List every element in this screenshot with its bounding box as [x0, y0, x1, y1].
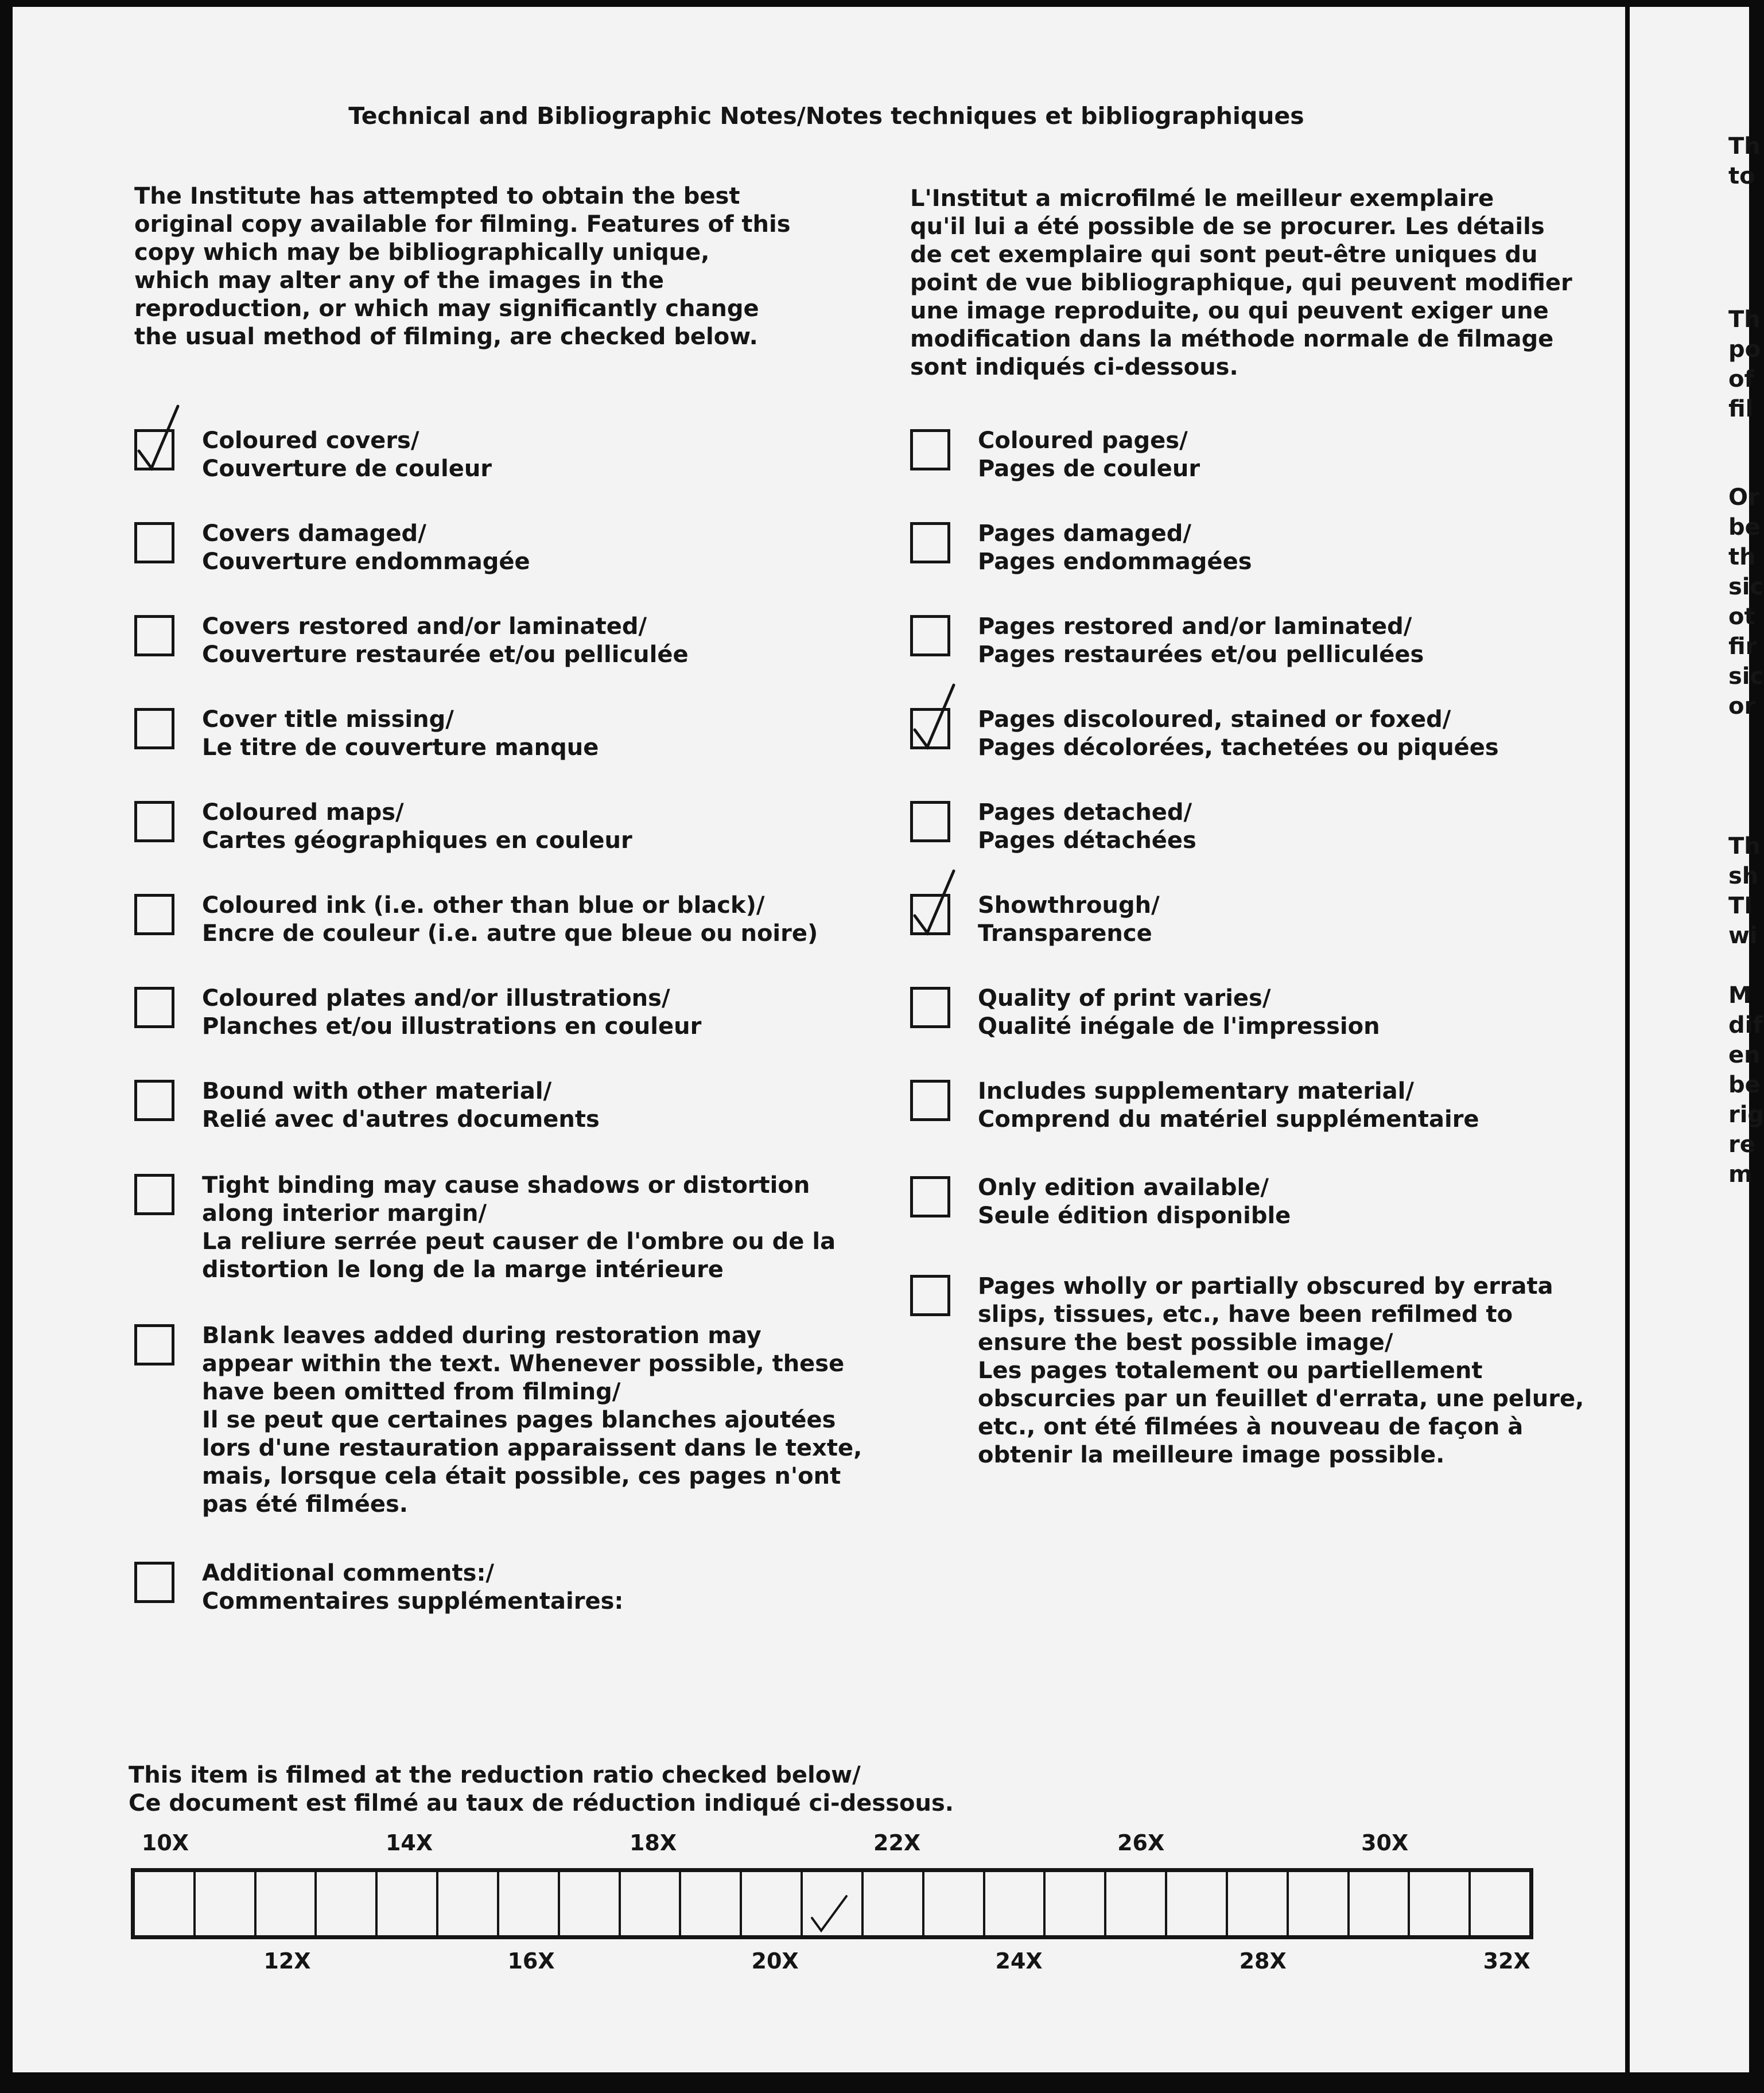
intro-line: une image reproduite, ou qui peuvent exiger une: [910, 298, 1549, 324]
label-line: Seule édition disponible: [978, 1203, 1291, 1229]
checkbox-label: [202, 706, 599, 762]
adjacent-page: [1630, 7, 1764, 2072]
ratio-label-top: 30X: [1361, 1830, 1409, 1855]
ratio-cell[interactable]: [1350, 1872, 1411, 1935]
checkbox-label: [978, 1077, 1479, 1134]
checkbox-label: [202, 799, 632, 855]
ratio-cell[interactable]: [864, 1872, 924, 1935]
adjacent-page-fragment: po: [1728, 336, 1761, 363]
checkbox-label: [978, 706, 1499, 762]
adjacent-page-fragment: dif: [1728, 1012, 1763, 1038]
adjacent-page-fragment: Th: [1728, 833, 1761, 859]
ratio-cell[interactable]: [1228, 1872, 1289, 1935]
label-line: Il se peut que certaines pages blanches ajoutées: [202, 1407, 836, 1433]
ratio-cell[interactable]: [1289, 1872, 1350, 1935]
checkbox-label: [202, 613, 689, 669]
ratio-cell[interactable]: [803, 1872, 864, 1935]
checkbox[interactable]: [134, 1080, 174, 1121]
label-line: Qualité inégale de l'impression: [978, 1013, 1380, 1040]
adjacent-page-fragment: Or: [1728, 484, 1759, 511]
adjacent-page-fragment: of: [1728, 366, 1754, 392]
checkbox[interactable]: [910, 522, 950, 563]
ratio-cell[interactable]: [378, 1872, 438, 1935]
checkbox[interactable]: [910, 987, 950, 1028]
adjacent-page-fragment: sic: [1728, 574, 1764, 600]
label-line: Pages discoloured, stained or foxed/: [978, 706, 1451, 733]
label-line: ensure the best possible image/: [978, 1329, 1393, 1356]
label-line: Tight binding may cause shadows or distortion: [202, 1172, 810, 1199]
label-line: Bound with other material/: [202, 1078, 552, 1104]
checkbox-label: [978, 1174, 1291, 1230]
label-line: Coloured covers/: [202, 427, 419, 454]
ratio-cell[interactable]: [1167, 1872, 1228, 1935]
adjacent-page-fragment: m: [1728, 1161, 1753, 1188]
check-mark-icon: [908, 865, 959, 940]
label-line: distortion le long de la marge intérieure: [202, 1256, 724, 1283]
label-line: Couverture de couleur: [202, 456, 492, 482]
label-line: along interior margin/: [202, 1200, 487, 1227]
checkbox-label: [978, 520, 1252, 576]
reduction-ratio-table: [131, 1868, 1533, 1939]
checkbox[interactable]: [910, 1275, 950, 1316]
intro-line: The Institute has attempted to obtain the best: [134, 183, 740, 209]
adjacent-page-fragment: en: [1728, 1042, 1761, 1068]
label-line: Comprend du matériel supplémentaire: [978, 1106, 1479, 1133]
checkbox-label: [978, 1273, 1584, 1469]
ratio-label-bottom: 12X: [263, 1948, 311, 1974]
check-mark-icon: [132, 400, 184, 475]
checkbox-label: [978, 985, 1380, 1041]
label-line: etc., ont été filmées à nouveau de façon à: [978, 1414, 1524, 1440]
intro-line: sont indiqués ci-dessous.: [910, 354, 1238, 380]
checkbox[interactable]: [134, 1324, 174, 1365]
label-line: Planches et/ou illustrations en couleur: [202, 1013, 702, 1040]
ratio-cell[interactable]: [560, 1872, 621, 1935]
intro-line: modification dans la méthode normale de filmage: [910, 326, 1554, 352]
label-line: Le titre de couverture manque: [202, 734, 599, 761]
label-line: Pages endommagées: [978, 548, 1252, 575]
checkbox[interactable]: [134, 987, 174, 1028]
ratio-cell[interactable]: [924, 1872, 985, 1935]
label-line: Les pages totalement ou partiellement: [978, 1357, 1483, 1384]
label-line: Covers restored and/or laminated/: [202, 613, 647, 640]
label-line: Showthrough/: [978, 892, 1160, 919]
checkbox-label: [202, 520, 530, 576]
checkbox[interactable]: [134, 1562, 174, 1603]
ratio-cell[interactable]: [1471, 1872, 1529, 1935]
ratio-label-bottom: 24X: [995, 1948, 1043, 1974]
ratio-label-bottom: 32X: [1483, 1948, 1530, 1974]
ratio-cell[interactable]: [681, 1872, 742, 1935]
label-line: Includes supplementary material/: [978, 1078, 1414, 1104]
checkbox-label: [202, 1559, 623, 1616]
ratio-label-top: 18X: [629, 1830, 677, 1855]
ratio-cell[interactable]: [499, 1872, 560, 1935]
intro-line: de cet exemplaire qui sont peut-être uniques du: [910, 242, 1538, 268]
intro-line: point de vue bibliographique, qui peuvent modifier: [910, 270, 1572, 296]
label-line: mais, lorsque cela était possible, ces pages n'ont: [202, 1463, 841, 1489]
checkbox-label: [202, 1172, 836, 1284]
label-line: Pages wholly or partially obscured by errata: [978, 1273, 1553, 1300]
label-line: Additional comments:/: [202, 1560, 495, 1586]
adjacent-page-fragment: ot: [1728, 604, 1755, 630]
checkbox-label: [978, 892, 1160, 948]
intro-english: [134, 182, 791, 351]
label-line: La reliure serrée peut causer de l'ombre ou de la: [202, 1228, 836, 1255]
checkbox[interactable]: [910, 1176, 950, 1217]
ratio-cell[interactable]: [1410, 1872, 1471, 1935]
adjacent-page-fragment: Th: [1728, 306, 1761, 333]
checkbox[interactable]: [134, 1174, 174, 1215]
ratio-cell[interactable]: [1106, 1872, 1167, 1935]
checkbox[interactable]: [134, 615, 174, 656]
ratio-cell[interactable]: [257, 1872, 317, 1935]
checkbox[interactable]: [910, 1080, 950, 1121]
checkbox[interactable]: [910, 615, 950, 656]
ratio-cell[interactable]: [985, 1872, 1046, 1935]
label-line: Pages détachées: [978, 827, 1196, 854]
ratio-text-line: Ce document est filmé au taux de réduction indiqué ci-dessous.: [129, 1790, 954, 1816]
checkbox[interactable]: [134, 708, 174, 749]
label-line: Pages detached/: [978, 799, 1192, 826]
label-line: Encre de couleur (i.e. autre que bleue ou noire): [202, 920, 818, 947]
intro-line: copy which may be bibliographically unique,: [134, 239, 710, 266]
adjacent-page-fragment: M: [1728, 982, 1751, 1009]
label-line: Only edition available/: [978, 1174, 1269, 1201]
intro-line: qu'il lui a été possible de se procurer. Les détails: [910, 213, 1545, 240]
label-line: Pages décolorées, tachetées ou piquées: [978, 734, 1499, 761]
ratio-label-top: 22X: [873, 1830, 921, 1855]
adjacent-page-fragment: fir: [1728, 633, 1757, 660]
ratio-cell[interactable]: [196, 1872, 257, 1935]
adjacent-page-fragment: sh: [1728, 863, 1759, 889]
checkbox[interactable]: [910, 429, 950, 470]
intro-french: [910, 185, 1572, 382]
label-line: Quality of print varies/: [978, 985, 1271, 1012]
checkbox[interactable]: [134, 894, 174, 935]
label-line: Transparence: [978, 920, 1152, 947]
label-line: Coloured plates and/or illustrations/: [202, 985, 670, 1012]
checkbox-label: [202, 892, 818, 948]
ratio-cell[interactable]: [1046, 1872, 1106, 1935]
checkbox-label: [978, 427, 1200, 483]
label-line: Relié avec d'autres documents: [202, 1106, 600, 1133]
label-line: Cartes géographiques en couleur: [202, 827, 632, 854]
label-line: Coloured pages/: [978, 427, 1188, 454]
label-line: obtenir la meilleure image possible.: [978, 1442, 1445, 1468]
label-line: Pages restaurées et/ou pelliculées: [978, 641, 1424, 668]
ratio-cell[interactable]: [742, 1872, 803, 1935]
checkbox[interactable]: [134, 522, 174, 563]
adjacent-page-fragment: rig: [1728, 1102, 1764, 1128]
label-line: Covers damaged/: [202, 520, 426, 547]
label-line: obscurcies par un feuillet d'errata, une pelure,: [978, 1386, 1584, 1412]
adjacent-page-fragment: Th: [1728, 133, 1761, 159]
label-line: Pages de couleur: [978, 456, 1200, 482]
intro-line: L'Institut a microfilmé le meilleur exemplaire: [910, 185, 1494, 212]
label-line: Couverture restaurée et/ou pelliculée: [202, 641, 689, 668]
adjacent-page-fragment: be: [1728, 1072, 1761, 1098]
checkbox[interactable]: [134, 801, 174, 842]
adjacent-page-fragment: or: [1728, 693, 1756, 719]
ratio-text-line: This item is filmed at the reduction ratio checked below/: [129, 1762, 861, 1788]
label-line: Commentaires supplémentaires:: [202, 1588, 624, 1615]
checkbox-label: [978, 799, 1196, 855]
label-line: Coloured ink (i.e. other than blue or black)/: [202, 892, 765, 919]
adjacent-page-fragment: be: [1728, 514, 1761, 540]
label-line: pas été filmées.: [202, 1491, 408, 1518]
label-line: slips, tissues, etc., have been refilmed to: [978, 1301, 1513, 1328]
reduction-ratio-note: [129, 1761, 954, 1818]
label-line: Blank leaves added during restoration may: [202, 1322, 761, 1349]
label-line: lors d'une restauration apparaissent dans le texte,: [202, 1435, 862, 1461]
ratio-cell[interactable]: [135, 1872, 196, 1935]
check-mark-icon: [806, 1889, 858, 1935]
intro-line: the usual method of filming, are checked below.: [134, 324, 758, 350]
adjacent-page-fragment: re: [1728, 1131, 1755, 1158]
adjacent-page-fragment: fil: [1728, 396, 1754, 422]
checkbox-label: [202, 985, 701, 1041]
label-line: appear within the text. Whenever possible, these: [202, 1351, 845, 1377]
intro-line: reproduction, or which may significantly change: [134, 295, 759, 322]
label-line: Cover title missing/: [202, 706, 454, 733]
ratio-cell[interactable]: [621, 1872, 682, 1935]
checkbox-label: [202, 1322, 862, 1519]
intro-line: which may alter any of the images in the: [134, 267, 664, 294]
ratio-cell[interactable]: [317, 1872, 378, 1935]
label-line: Pages restored and/or laminated/: [978, 613, 1412, 640]
checkbox-label: [202, 1077, 600, 1134]
label-line: Coloured maps/: [202, 799, 404, 826]
adjacent-page-fragment: TI: [1728, 893, 1753, 919]
intro-line: original copy available for filming. Features of this: [134, 211, 791, 238]
ratio-cell[interactable]: [438, 1872, 499, 1935]
label-line: Couverture endommagée: [202, 548, 530, 575]
page-title: Technical and Bibliographic Notes/Notes techniques et bibliographiques: [348, 102, 1304, 130]
adjacent-page-fragment: wi: [1728, 923, 1758, 949]
label-line: Pages damaged/: [978, 520, 1192, 547]
ratio-label-top: 14X: [385, 1830, 433, 1855]
ratio-label-bottom: 28X: [1239, 1948, 1287, 1974]
ratio-label-top: 10X: [141, 1830, 189, 1855]
ratio-label-top: 26X: [1117, 1830, 1165, 1855]
adjacent-page-fragment: to: [1728, 163, 1755, 189]
checkbox-label: [978, 613, 1424, 669]
adjacent-page-fragment: th: [1728, 544, 1756, 570]
checkbox-label: [202, 427, 492, 483]
check-mark-icon: [908, 679, 959, 754]
ratio-label-bottom: 20X: [751, 1948, 799, 1974]
label-line: have been omitted from filming/: [202, 1379, 621, 1405]
checkbox[interactable]: [910, 801, 950, 842]
adjacent-page-fragment: sic: [1728, 663, 1764, 690]
ratio-label-bottom: 16X: [507, 1948, 555, 1974]
